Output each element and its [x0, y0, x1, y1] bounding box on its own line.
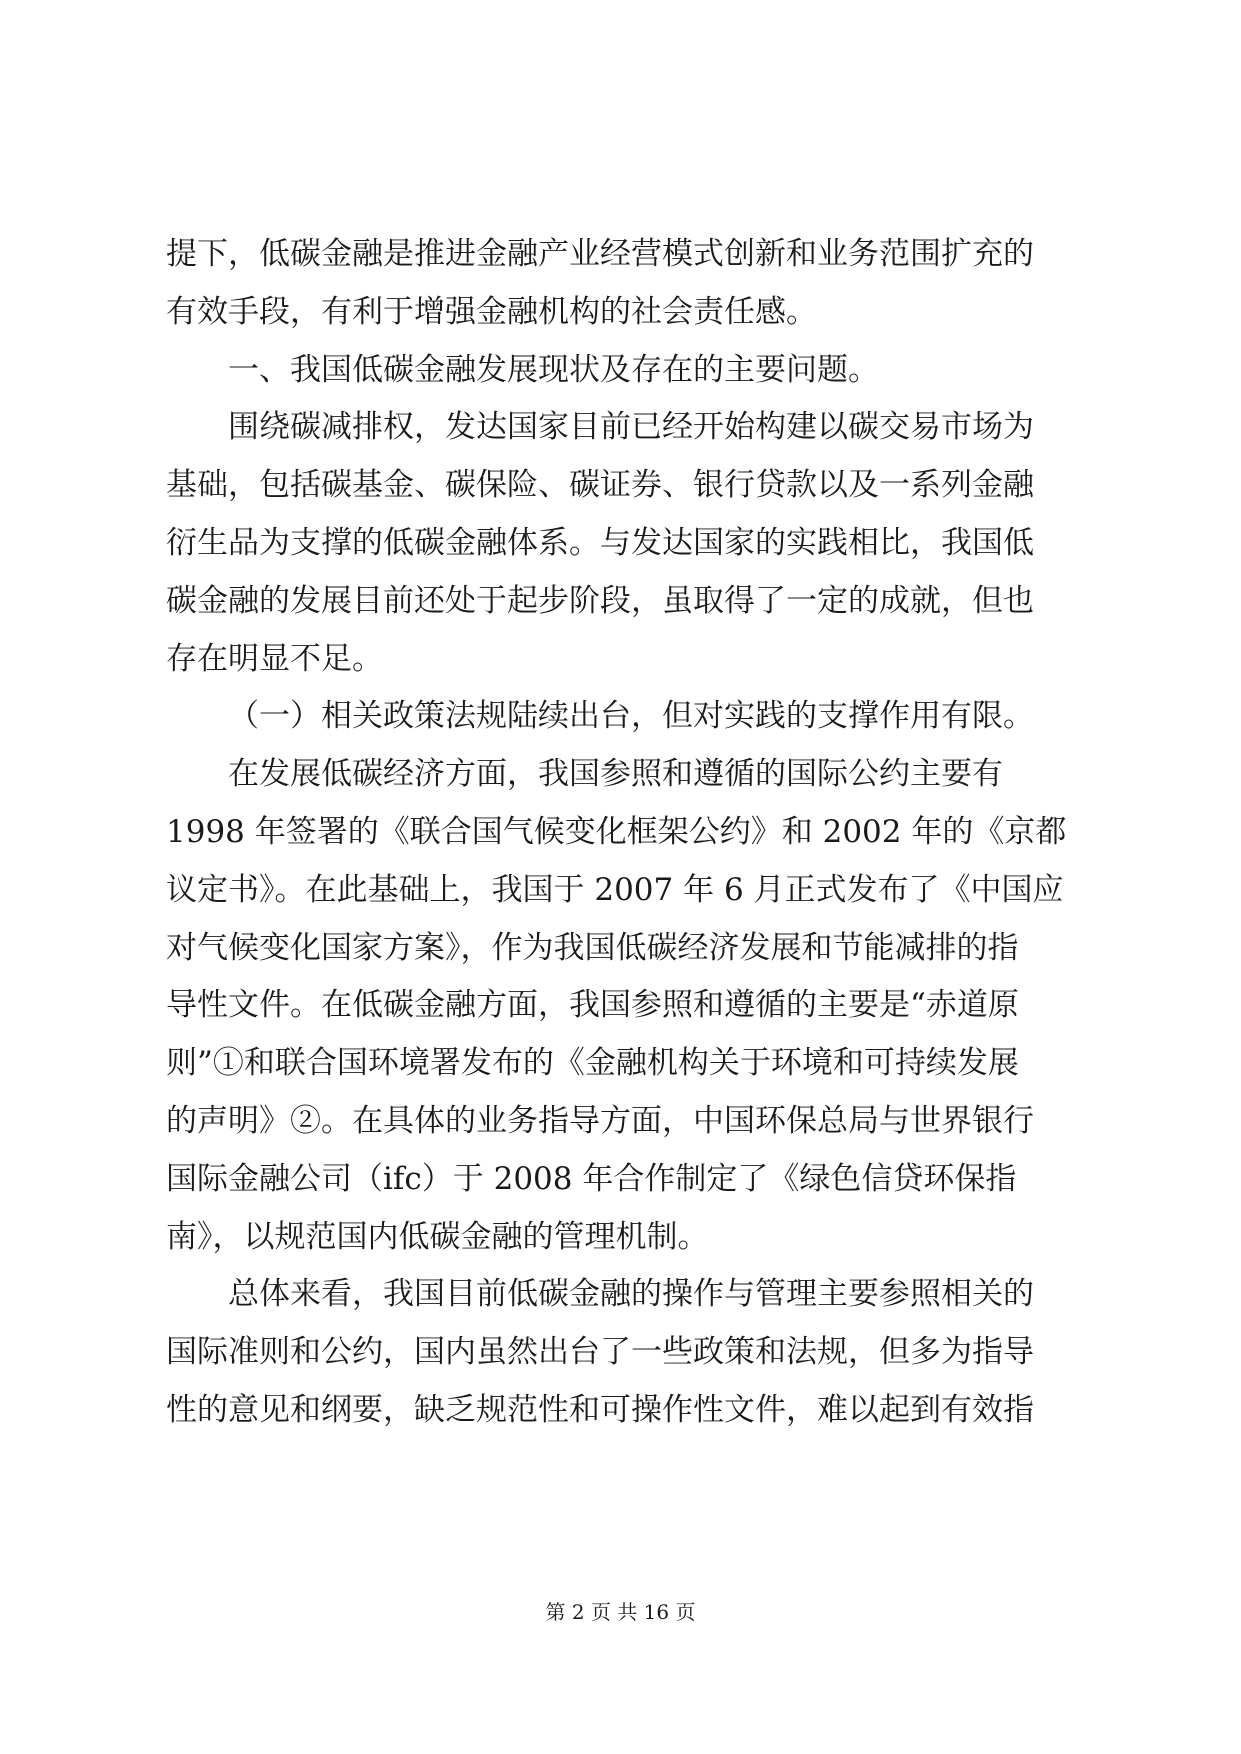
- text-line: 国际准则和公约，国内虽然出台了一些政策和法规，但多为指导: [166, 1334, 1034, 1371]
- text-line: 1998 年签署的《联合国气候变化框架公约》和 2002 年的《京都: [166, 814, 1067, 850]
- text-line: 议定书》。在此基础上，我国于 2007 年 6 月正式发布了《中国应: [166, 871, 1064, 908]
- text-line: 国际金融公司（ifc）于 2008 年合作制定了《绿色信贷环保指: [166, 1160, 1017, 1197]
- text-line: 的声明》②。在具体的业务指导方面，中国环保总局与世界银行: [166, 1103, 1034, 1139]
- text-line: 提下，低碳金融是推进金融产业经营模式创新和业务范围扩充的: [166, 236, 1034, 272]
- text-line: 衍生品为支撑的低碳金融体系。与发达国家的实践相比，我国低: [166, 525, 1034, 561]
- text-line: 性的意见和纲要，缺乏规范性和可操作性文件，难以起到有效指: [166, 1392, 1034, 1428]
- text-line: 在发展低碳经济方面，我国参照和遵循的国际公约主要有: [228, 756, 1003, 793]
- text-line: 导性文件。在低碳金融方面，我国参照和遵循的主要是“赤道原: [166, 987, 1019, 1024]
- text-line: 碳金融的发展目前还处于起步阶段，虽取得了一定的成就，但也: [166, 582, 1034, 619]
- text-line: 对气候变化国家方案》，作为我国低碳经济发展和节能减排的指: [166, 929, 1019, 966]
- text-line: 则”①和联合国环境署发布的《金融机构关于环境和可持续发展: [166, 1045, 1019, 1082]
- page-footer: 第 2 页 共 16 页: [545, 1600, 696, 1624]
- text-line: 存在明显不足。: [166, 640, 383, 677]
- text-line: 基础，包括碳基金、碳保险、碳证券、银行贷款以及一系列金融: [166, 467, 1034, 504]
- text-line: 南》，以规范国内低碳金融的管理机制。: [166, 1218, 709, 1255]
- text-line: 围绕碳减排权，发达国家目前已经开始构建以碳交易市场为: [228, 409, 1034, 446]
- section-heading: 一、我国低碳金融发展现状及存在的主要问题。: [228, 351, 879, 388]
- subsection-heading: （一）相关政策法规陆续出台，但对实践的支撑作用有限。: [228, 698, 1034, 735]
- text-line: 有效手段，有利于增强金融机构的社会责任感。: [166, 293, 817, 330]
- text-line: 总体来看，我国目前低碳金融的操作与管理主要参照相关的: [228, 1276, 1034, 1313]
